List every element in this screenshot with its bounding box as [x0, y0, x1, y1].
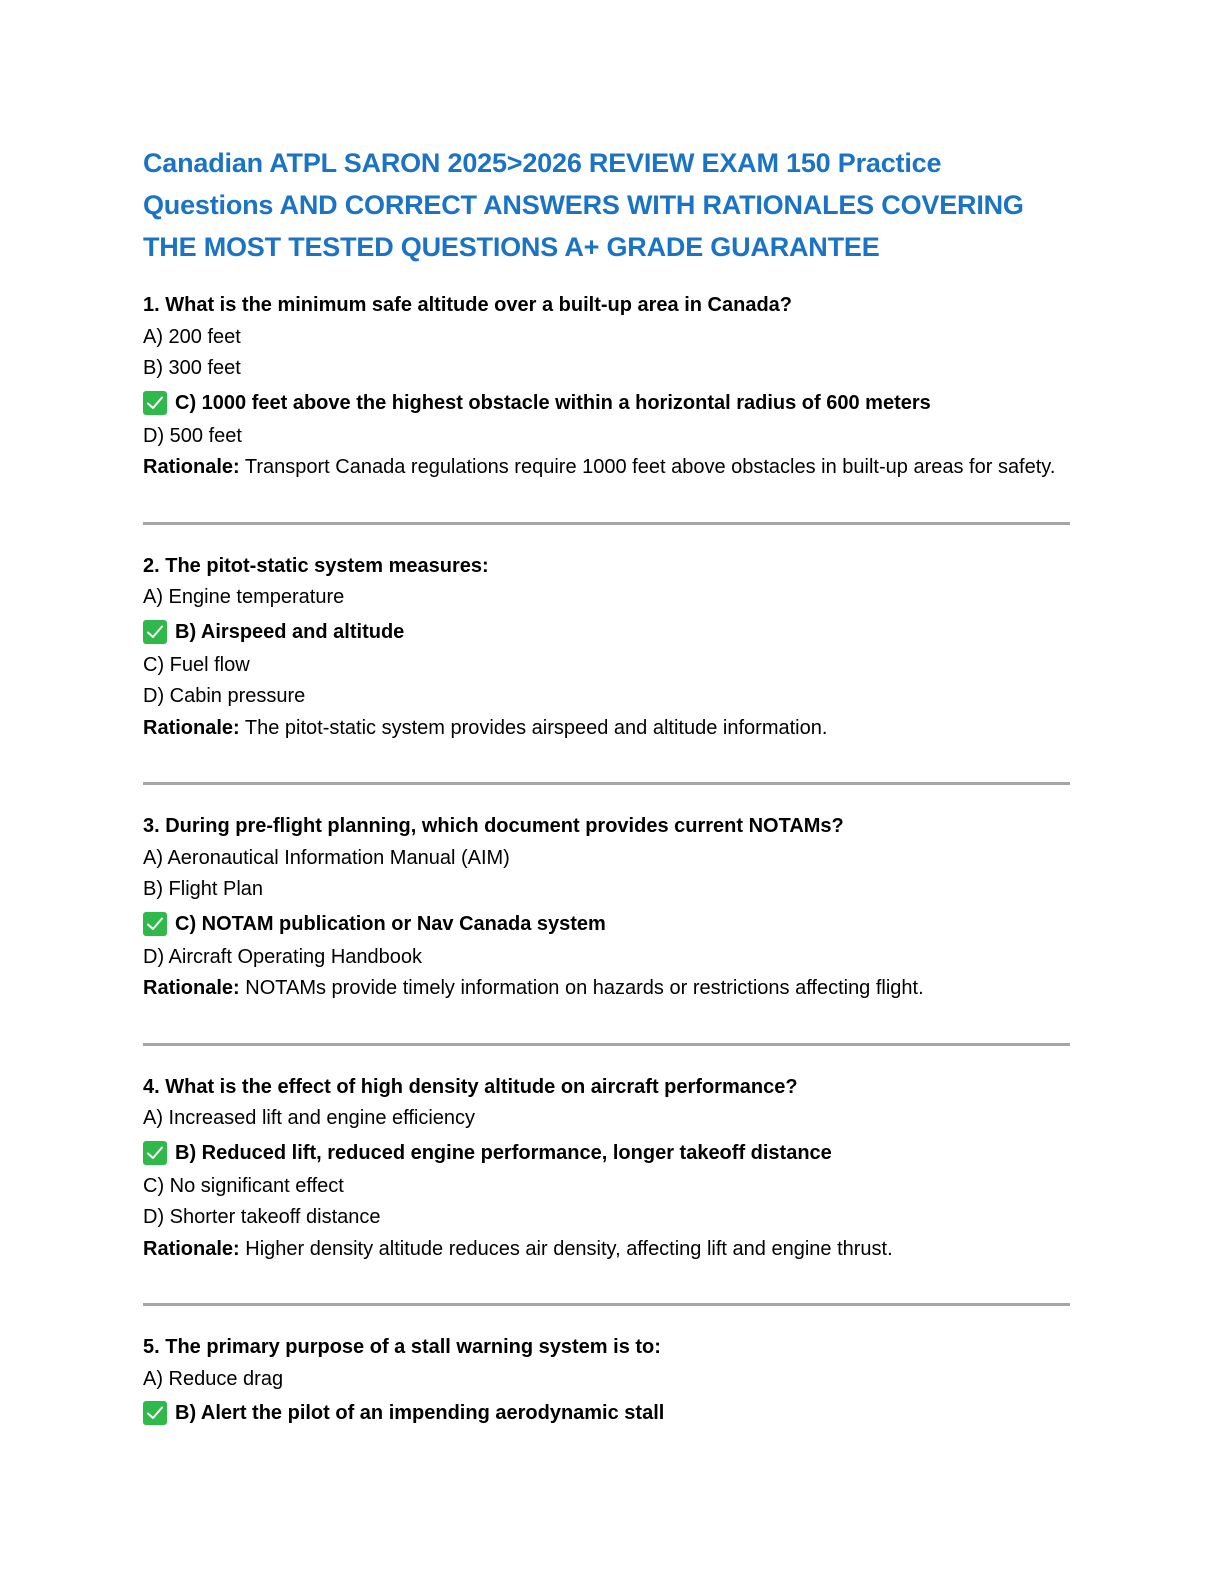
question-text: 5. The primary purpose of a stall warning system is to:	[143, 1336, 661, 1358]
question-text: 4. What is the effect of high density altitude on aircraft performance?	[143, 1075, 798, 1098]
answer-option: A) 200 feet	[143, 325, 241, 348]
correct-answer-option	[143, 1135, 1073, 1171]
rationale	[143, 713, 1073, 745]
check-mark-icon	[143, 1401, 167, 1425]
correct-answer-text: B) Airspeed and altitude	[175, 620, 405, 643]
rationale-text: Transport Canada regulations require 1000 feet above obstacles in built-up areas for safety.	[244, 456, 1056, 478]
question-block	[143, 290, 1073, 484]
correct-answer-option	[143, 385, 1073, 421]
answer-option: A) Reduce drag	[143, 1367, 284, 1390]
rationale	[143, 1234, 1073, 1266]
answer-option: D) Shorter takeoff distance	[143, 1206, 381, 1228]
answer-option: B) Flight Plan	[143, 878, 264, 900]
question-block	[143, 811, 1073, 1005]
divider	[143, 1303, 1070, 1306]
question-text: 1. What is the minimum safe altitude over a built-up area in Canada?	[143, 294, 793, 316]
rationale-text: NOTAMs provide timely information on hazards or restrictions affecting flight.	[245, 977, 924, 999]
answer-option: D) Cabin pressure	[143, 685, 306, 707]
check-mark-icon	[143, 620, 167, 644]
rationale-label: Rationale:	[143, 456, 240, 478]
answer-option: A) Engine temperature	[143, 586, 345, 608]
question-block	[143, 551, 1073, 745]
document-page	[143, 142, 1073, 1431]
correct-answer-option	[143, 906, 1073, 942]
rationale-label: Rationale:	[143, 1237, 240, 1260]
answer-option: D) Aircraft Operating Handbook	[143, 945, 423, 968]
answer-option: A) Aeronautical Information Manual (AIM)	[143, 846, 510, 869]
answer-option: C) No significant effect	[143, 1174, 344, 1197]
rationale-label: Rationale:	[143, 977, 240, 999]
divider	[143, 782, 1070, 785]
rationale-text: Higher density altitude reduces air density, affecting lift and engine thrust.	[245, 1237, 893, 1260]
rationale-label: Rationale:	[143, 716, 240, 739]
question-text: 2. The pitot-static system measures:	[143, 554, 489, 577]
divider	[143, 1043, 1070, 1046]
correct-answer-option	[143, 614, 1073, 650]
answer-option: D) 500 feet	[143, 424, 242, 447]
check-mark-icon	[143, 391, 167, 415]
question-text: 3. During pre-flight planning, which document provides current NOTAMs?	[143, 815, 844, 837]
rationale	[143, 452, 1073, 484]
title-line: Canadian ATPL SARON 2025>2026 REVIEW EXAM 150 Practice	[143, 148, 942, 178]
check-mark-icon	[143, 912, 167, 936]
question-block	[143, 1332, 1073, 1431]
answer-option: A) Increased lift and engine efficiency	[143, 1107, 476, 1129]
answer-option: B) 300 feet	[143, 357, 241, 379]
correct-answer-text: C) NOTAM publication or Nav Canada system	[175, 912, 606, 935]
rationale	[143, 973, 1073, 1005]
correct-answer-text: C) 1000 feet above the highest obstacle within a horizontal radius of 600 meters	[175, 391, 931, 414]
correct-answer-option	[143, 1395, 1073, 1431]
correct-answer-text: B) Reduced lift, reduced engine performance, longer takeoff distance	[175, 1141, 832, 1164]
check-mark-icon	[143, 1141, 167, 1165]
question-block	[143, 1072, 1073, 1266]
rationale-text: The pitot-static system provides airspeed and altitude information.	[244, 716, 828, 739]
document-title	[143, 142, 1073, 268]
title-line: THE MOST TESTED QUESTIONS A+ GRADE GUARANTEE	[143, 232, 880, 262]
correct-answer-text: B) Alert the pilot of an impending aerodynamic stall	[175, 1402, 665, 1424]
divider	[143, 522, 1070, 525]
title-line: Questions AND CORRECT ANSWERS WITH RATIONALES COVERING	[143, 190, 1024, 220]
answer-option: C) Fuel flow	[143, 653, 250, 676]
